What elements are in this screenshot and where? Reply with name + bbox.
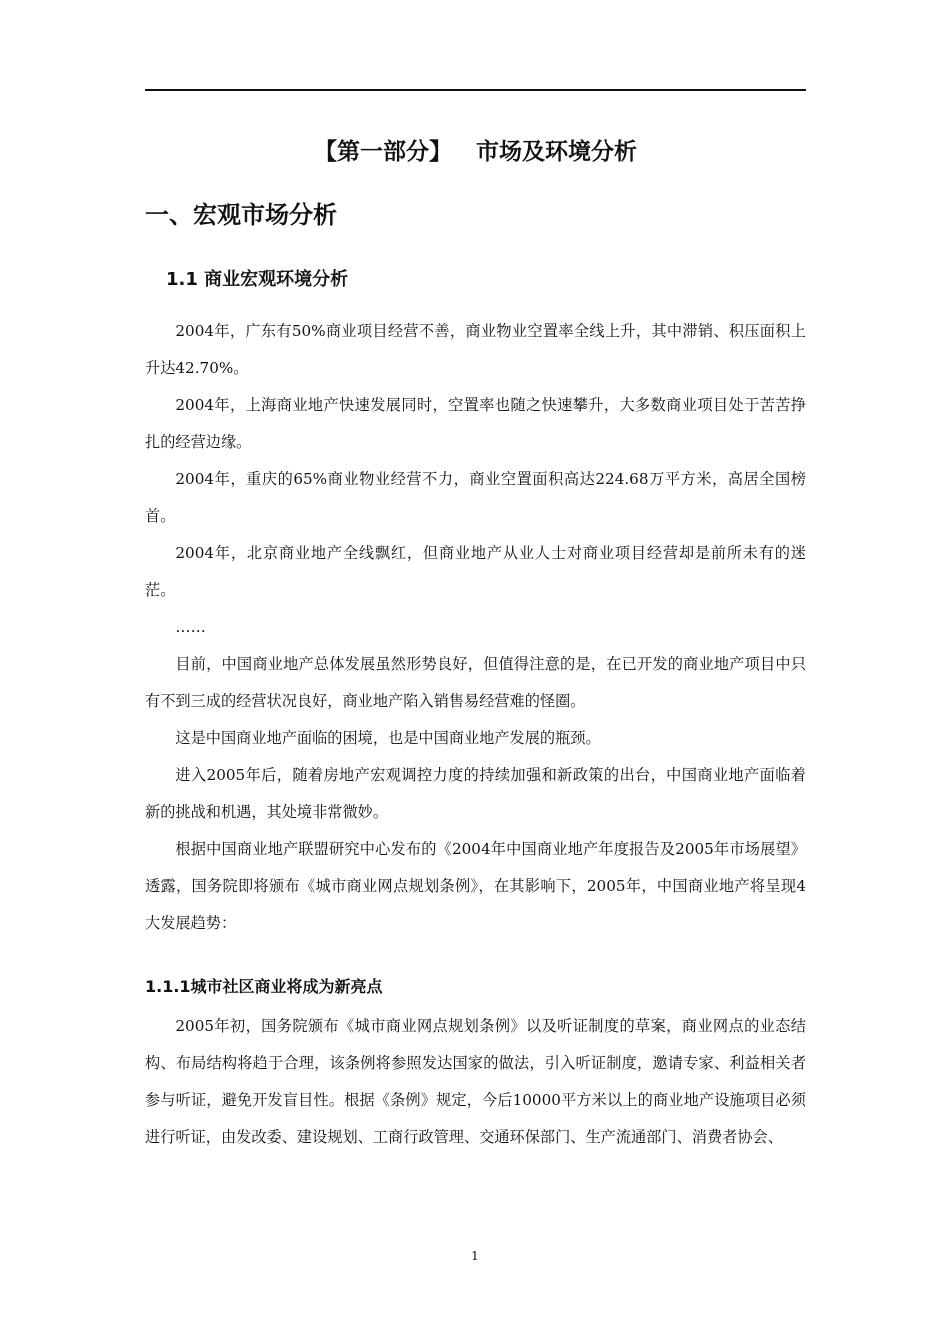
paragraph: 进入2005年后，随着房地产宏观调控力度的持续加强和新政策的出台，中国商业地产面临着新的挑战和机遇，其处境非常微妙。 xyxy=(145,766,806,821)
header-rule xyxy=(145,89,806,91)
paragraph: 2004年，广东有50%商业项目经营不善，商业物业空置率全线上升，其中滞销、积压面积上升达42.70%。 xyxy=(145,322,806,377)
ellipsis-paragraph: …… xyxy=(175,618,206,636)
paragraph: 目前，中国商业地产总体发展虽然形势良好，但值得注意的是，在已开发的商业地产项目中只有不到三成的经营状况良好，商业地产陷入销售易经营难的怪圈。 xyxy=(145,655,806,710)
paragraph: 2004年，北京商业地产全线飘红，但商业地产从业人士对商业项目经营却是前所未有的迷茫。 xyxy=(145,544,806,599)
paragraph: 2005年初，国务院颁布《城市商业网点规划条例》以及听证制度的草案，商业网点的业态结构、布局结构将趋于合理，该条例将参照发达国家的做法，引入听证制度，邀请专家、利益相关者参与听证，避免开发盲目性。根据《条例》规定，今后10000平方米以上的商业地产设施项目必须进行听证，由发改委、建设规划、工商行政管理、交通环保部门、生产流通部门、消费者协会、 xyxy=(145,1017,806,1146)
paragraph: 这是中国商业地产面临的困境，也是中国商业地产发展的瓶颈。 xyxy=(175,729,601,747)
part-title: 【第一部分】 市场及环境分析 xyxy=(313,139,638,165)
body-text-block-a xyxy=(145,313,806,942)
page-number: 1 xyxy=(471,1249,479,1263)
paragraph: 2004年，上海商业地产快速发展同时，空置率也随之快速攀升，大多数商业项目处于苦苦挣扎的经营边缘。 xyxy=(145,396,806,451)
body-text-block-b xyxy=(145,1008,806,1156)
subsubsection-title: 1.1.1城市社区商业将成为新亮点 xyxy=(145,977,383,996)
subsection-title: 1.1 商业宏观环境分析 xyxy=(166,269,349,290)
paragraph: 根据中国商业地产联盟研究中心发布的《2004年中国商业地产年度报告及2005年市场展望》透露，国务院即将颁布《城市商业网点规划条例》，在其影响下，2005年，中国商业地产将呈现4大发展趋势： xyxy=(145,840,806,932)
section-title: 一、宏观市场分析 xyxy=(145,201,337,229)
paragraph: 2004年，重庆的65%商业物业经营不力，商业空置面积高达224.68万平方米，高居全国榜首。 xyxy=(145,470,806,525)
